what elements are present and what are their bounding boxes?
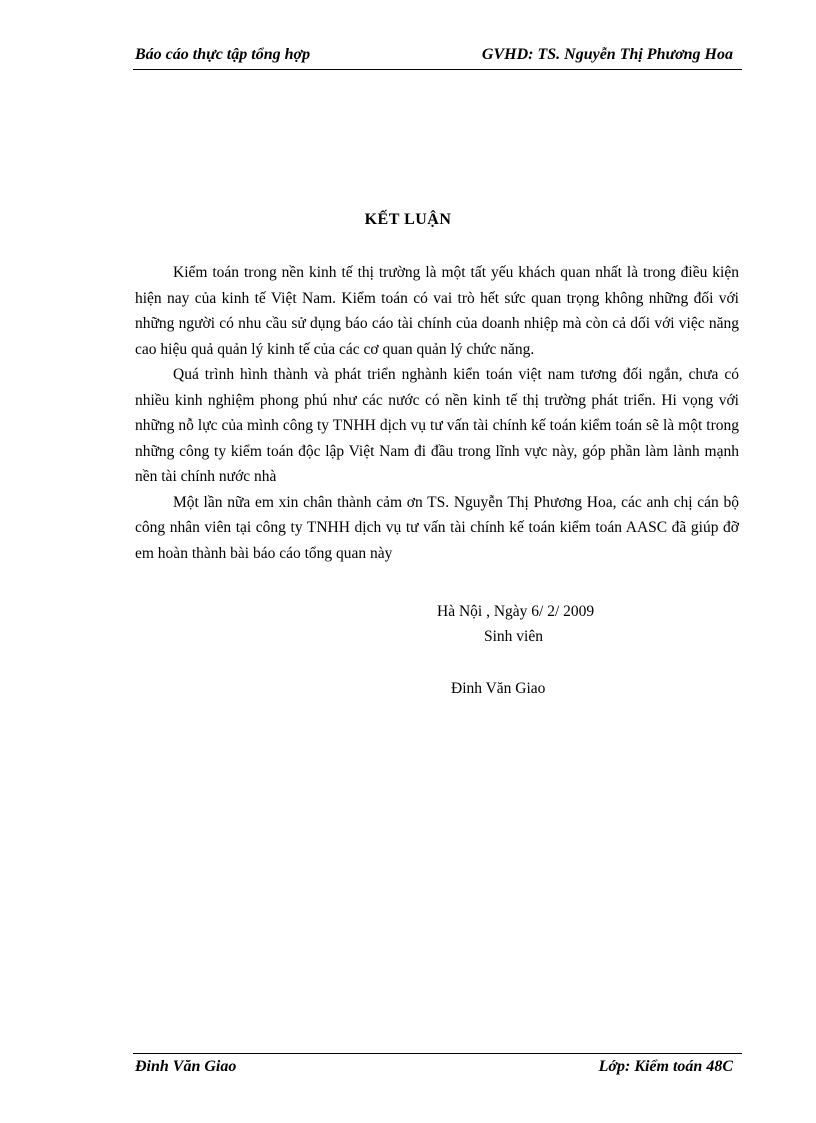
footer-rule	[133, 1053, 742, 1054]
signature-name: Đinh Văn Giao	[451, 680, 546, 697]
signature-place-date: Hà Nội , Ngày 6/ 2/ 2009	[437, 603, 595, 620]
signature-role: Sinh viên	[484, 628, 543, 645]
page-title: KẾT LUẬN	[364, 211, 452, 228]
page-footer	[135, 1058, 741, 1082]
header-report-title: Báo cáo thực tập tổng hợp	[135, 46, 311, 63]
footer-author: Đinh Văn Giao	[135, 1058, 237, 1075]
page-header	[135, 44, 741, 68]
footer-class: Lớp: Kiểm toán 48C	[598, 1058, 733, 1075]
header-rule	[133, 69, 742, 70]
document-body	[135, 260, 739, 566]
paragraph-2: Quá trình hình thành và phát triển nghành kiển toán việt nam tương đối ngắn, chưa có nhiều kinh nghiệm phong phú như các nước có nền kinh tế thị trường phát triển. Hi vọng với những nỗ lực của mình công ty TNHH dịch vụ tư vấn tài chính kế toán kiểm toán sẽ là một trong những công ty kiểm toán độc lập Việt Nam đi đầu trong lĩnh vực này, góp phần làm lành mạnh nền tài chính nước nhà	[135, 366, 739, 485]
paragraph-1: Kiểm toán trong nền kinh tế thị trường là một tất yếu khách quan nhất là trong điều kiện hiện nay của kinh tế Việt Nam. Kiểm toán có vai trò hết sức quan trọng không những đối với những người có nhu cầu sử dụng báo cáo tài chính của doanh nhiệp mà còn cả dối với việc năng cao hiệu quả quản lý kinh tế của các cơ quan quản lý chức năng.	[135, 264, 739, 358]
header-supervisor: GVHD: TS. Nguyễn Thị Phương Hoa	[481, 46, 733, 63]
paragraph-3: Một lần nữa em xin chân thành cảm ơn TS. Nguyễn Thị Phương Hoa, các anh chị cán bộ công nhân viên tại công ty TNHH dịch vụ tư vấn tài chính kế toán kiểm toán AASC đã giúp đỡ em hoàn thành bài báo cáo tổng quan này	[135, 493, 739, 562]
